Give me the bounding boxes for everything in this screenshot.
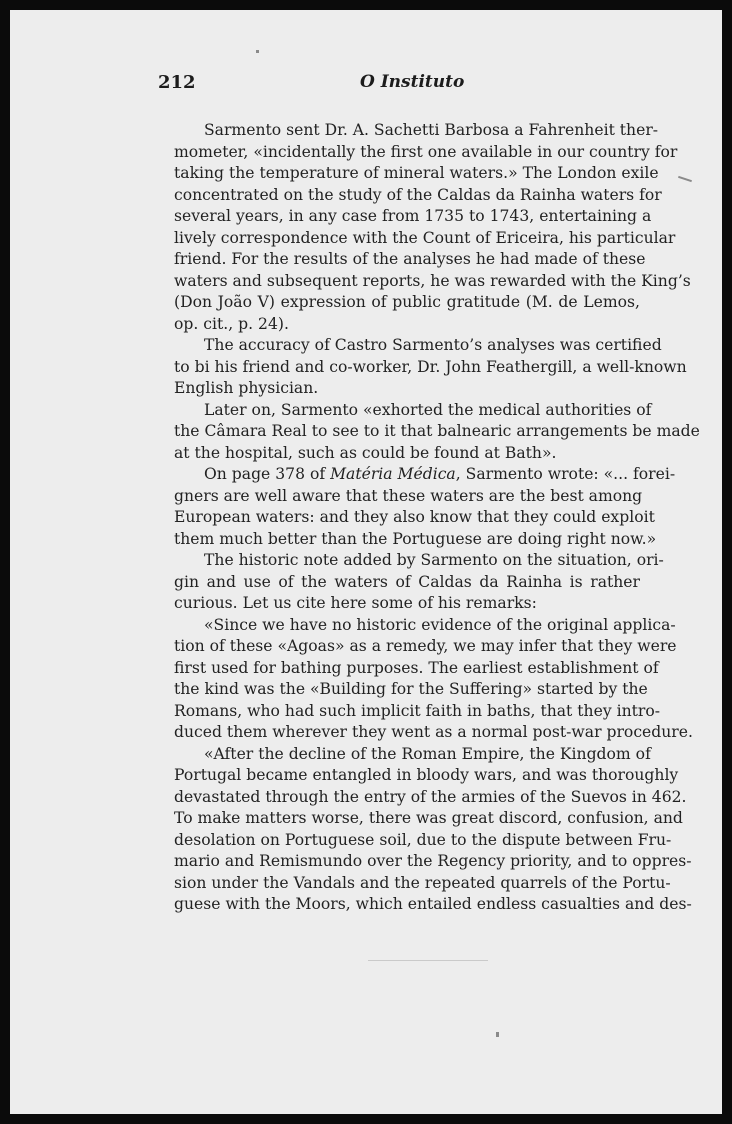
text-line: «Since we have no historic evidence of the original applica-: [204, 615, 676, 634]
text-line: sion under the Vandals and the repeated quarrels of the Portu-: [174, 873, 671, 892]
text-line: desolation on Portuguese soil, due to the dispute between Fru-: [174, 830, 672, 849]
text-line: the Câmara Real to see to it that balnearic arrangements be made: [174, 422, 700, 440]
paragraph: [174, 464, 676, 550]
text-line: Later on, Sarmento «exhorted the medical authorities of: [204, 400, 652, 419]
text-line: taking the temperature of mineral waters.» The London exile: [174, 164, 659, 182]
scan-speck: [496, 1032, 499, 1037]
page-number: 212: [158, 72, 196, 93]
text-line: tion of these «Agoas» as a remedy, we may infer that they were: [174, 637, 677, 655]
scan-speck: [678, 176, 692, 182]
paragraph: [174, 335, 687, 400]
paragraph: [174, 400, 700, 465]
text-line: «After the decline of the Roman Empire, the Kingdom of: [204, 744, 651, 763]
text-line: friend. For the results of the analyses he had made of these: [174, 250, 646, 268]
body-text: [174, 120, 700, 916]
scan-speck: [256, 50, 259, 53]
text-line: English physician.: [174, 379, 319, 397]
text-line: first used for bathing purposes. The earliest establishment of: [174, 658, 659, 677]
text-line: them much better than the Portuguese are doing right now.»: [174, 529, 657, 548]
text-line: duced them wherever they went as a normal post-war procedure.: [174, 723, 693, 741]
text-line: the kind was the «Building for the Suffering» started by the: [174, 680, 648, 698]
text-line: (Don João V) expression of public gratitude (M. de Lemos,: [174, 293, 640, 311]
text-line: concentrated on the study of the Caldas da Rainha waters for: [174, 185, 662, 204]
text-line: gin and use of the waters of Caldas da Rainha is rather: [174, 572, 640, 591]
text-line: The historic note added by Sarmento on the situation, ori-: [204, 551, 664, 569]
text-line: mario and Remismundo over the Regency priority, and to oppres-: [174, 852, 692, 870]
scan-speck: [368, 960, 488, 961]
text-line: Portugal became entangled in bloody wars, and was thoroughly: [174, 766, 679, 784]
text-line: The accuracy of Castro Sarmento’s analyses was certified: [204, 336, 662, 354]
text-line: waters and subsequent reports, he was rewarded with the King’s: [174, 271, 691, 290]
text-line: Sarmento sent Dr. A. Sachetti Barbosa a Fahrenheit ther-: [204, 121, 659, 139]
text-line: guese with the Moors, which entailed endless casualties and des-: [174, 895, 692, 913]
running-title: O Instituto: [360, 72, 465, 92]
text-line: mometer, «incidentally the first one available in our country for: [174, 142, 678, 161]
text-line: European waters: and they also know that they could exploit: [174, 508, 655, 526]
text-line: at the hospital, such as could be found at Bath».: [174, 443, 557, 462]
text-line: On page 378 of Matéria Médica, Sarmento wrote: «... forei-: [204, 465, 676, 483]
text-line: To make matters worse, there was great discord, confusion, and: [174, 809, 683, 827]
text-line: to bi his friend and co-worker, Dr. John Feathergill, a well-known: [174, 357, 687, 376]
text-line: op. cit., p. 24).: [174, 314, 289, 333]
paragraph: [174, 744, 692, 916]
text-line: curious. Let us cite here some of his remarks:: [174, 594, 537, 612]
text-line: lively correspondence with the Count of Ericeira, his particular: [174, 228, 676, 247]
book-title: Matéria Médica: [330, 465, 456, 483]
paragraph: [174, 615, 693, 744]
paragraph: [174, 550, 664, 615]
text-line: gners are well aware that these waters are the best among: [174, 486, 643, 505]
text-line: devastated through the entry of the armies of the Suevos in 462.: [174, 787, 687, 806]
paragraph: [174, 120, 691, 335]
page-header: [158, 72, 638, 96]
text-line: Romans, who had such implicit faith in baths, that they intro-: [174, 701, 660, 720]
text-line: several years, in any case from 1735 to 1743, entertaining a: [174, 207, 652, 225]
